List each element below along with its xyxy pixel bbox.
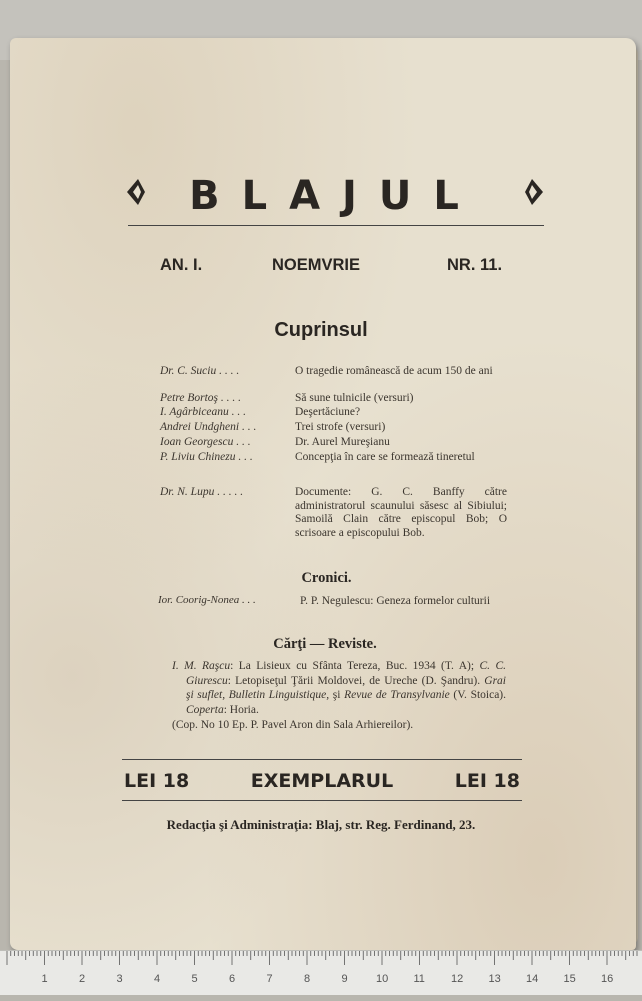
toc-title: Deşertăciune? <box>295 406 361 418</box>
toc-author: Andrei Undgheni . . . <box>160 421 257 433</box>
ruler-number: 13 <box>488 973 501 985</box>
cronici-heading: Cronici. <box>301 570 352 586</box>
toc-title: O tragedie românească de acum 150 de ani <box>295 365 493 377</box>
cronici-author: Ior. Coorig-Nonea . . . <box>158 594 256 606</box>
issue-year: AN. I. <box>160 256 203 274</box>
ruler-number: 14 <box>526 973 539 985</box>
ruler-number: 2 <box>79 973 86 985</box>
masthead-rule <box>128 225 544 226</box>
toc-author: Petre Bortoş . . . . <box>160 392 242 404</box>
toc-author: I. Agârbiceanu . . . <box>160 406 247 418</box>
toc-author: Ioan Georgescu . . . <box>160 436 251 448</box>
ruler-number: 5 <box>191 973 198 985</box>
toc-author: Dr. N. Lupu . . . . . <box>160 486 244 498</box>
ruler-number: 12 <box>451 973 464 985</box>
ruler-number: 6 <box>229 973 236 985</box>
toc-title: Concepţia în care se formează tineretul <box>295 451 475 463</box>
carti-text-part: : La Lisieux cu Sfânta Tereza, Buc. 1934 (T. A); <box>230 660 480 672</box>
ruler-number: 9 <box>341 973 348 985</box>
ruler-number: 11 <box>413 973 425 985</box>
price-rule-bottom <box>122 800 522 801</box>
editorial-address: Redacţia şi Administraţia: Blaj, str. Reg. Ferdinand, 23. <box>166 817 476 832</box>
ornament-right-icon <box>523 177 545 207</box>
ruler-number: 3 <box>116 973 123 985</box>
ruler-number: 15 <box>563 973 576 985</box>
carti-journal: Revue de Transylvanie <box>344 689 450 701</box>
carti-text-part: : Horia. <box>223 703 259 716</box>
ruler-number: 10 <box>376 973 389 985</box>
measuring-ruler <box>0 950 642 1001</box>
price-right: LEI 18 <box>454 770 520 792</box>
carti-text-part: : Letopiseţul Ţării Moldovei, de Ureche (D. Şandru). <box>227 674 485 687</box>
ruler-number: 7 <box>266 973 273 985</box>
ruler-number: 4 <box>154 973 161 985</box>
ruler-number: 8 <box>304 973 311 985</box>
issue-number: NR. 11. <box>447 256 503 274</box>
carti-author: I. M. Raşcu <box>172 660 231 672</box>
price-center: EXEMPLARUL <box>250 770 394 792</box>
carti-author: C. C. Giurescu <box>186 660 506 687</box>
ruler-number: 16 <box>601 973 614 985</box>
carti-text-part: şi <box>329 689 345 701</box>
issue-month: NOEMVRIE <box>272 256 361 274</box>
ruler-ticks <box>0 951 642 995</box>
price-rule-top <box>122 759 522 760</box>
toc-title: Să sune tulnicile (versuri) <box>295 392 414 404</box>
toc-title: Dr. Aurel Mureşianu <box>295 436 390 448</box>
cronici-title: P. P. Negulescu: Geneza formelor culturii <box>300 595 491 607</box>
carti-journal: Grai şi suflet, Bulletin Linguistique, <box>186 674 506 701</box>
table-surface <box>0 995 642 1001</box>
carti-label: Coperta <box>186 703 224 716</box>
contents-heading: Cuprinsul <box>274 319 368 341</box>
toc-author: P. Liviu Chinezu . . . <box>160 451 253 463</box>
magazine-title: BLAJUL <box>189 173 481 219</box>
toc-title: Documente: G. C. Banffy către administratorul scaunului săsesc al Sibiului; Samoilă Clain către episcopul Bob; O scrisoare a episcopului Bob. <box>295 486 507 539</box>
masthead <box>125 165 545 225</box>
toc-author: Dr. C. Suciu . . . . <box>160 365 240 377</box>
cover-note: (Cop. No 10 Ep. P. Pavel Aron din Sala Arhiereilor). <box>172 719 414 731</box>
carti-heading: Cărţi — Reviste. <box>273 636 377 652</box>
carti-text <box>172 659 506 717</box>
price-left: LEI 18 <box>124 770 190 792</box>
carti-text-part: (V. Stoica). <box>449 689 507 701</box>
ruler-number: 1 <box>41 973 48 985</box>
toc-title: Trei strofe (versuri) <box>295 421 386 433</box>
